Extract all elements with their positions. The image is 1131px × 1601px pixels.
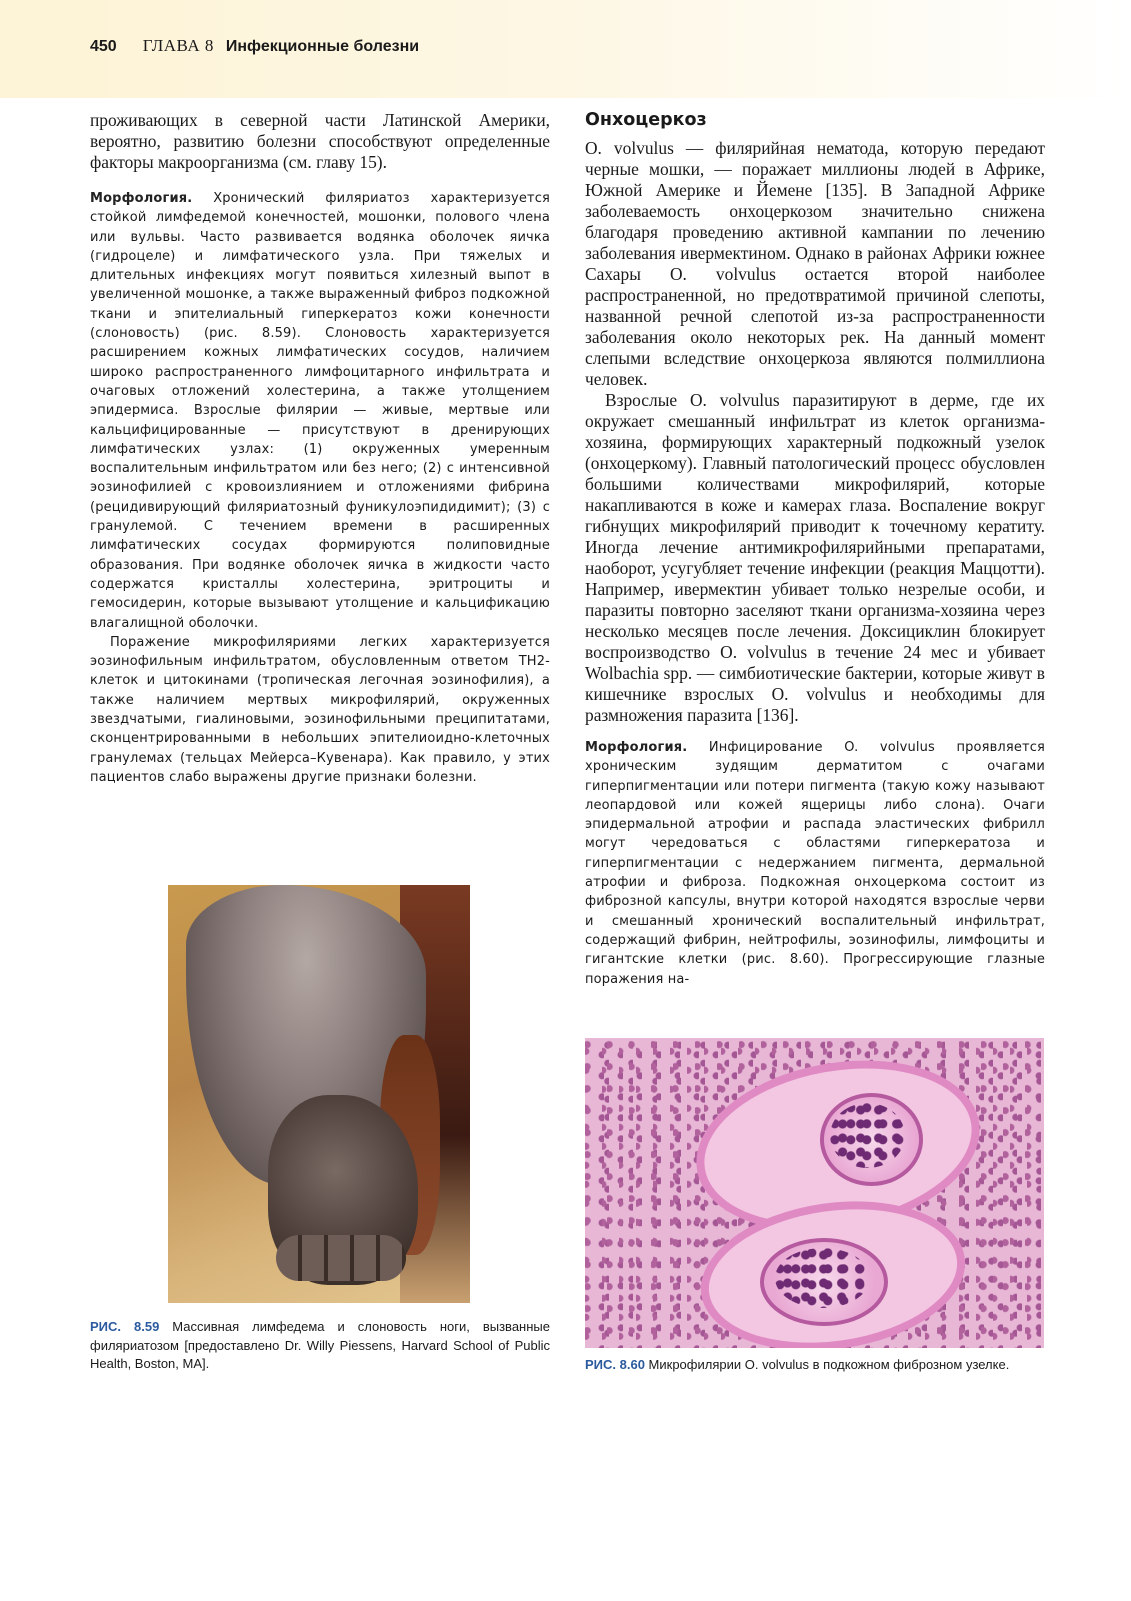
figure-label: РИС. 8.60 bbox=[585, 1357, 645, 1372]
figure-caption-8-60 bbox=[585, 1356, 1045, 1375]
running-head bbox=[90, 36, 419, 56]
morphology-text: Хронический филяриатоз характеризуется стойкой лимфедемой конечностей, мошонки, полового члена или вульвы. Часто развивается водянка оболочек яичка (гидроцеле) и лимфатического узла. При тяжелых и длительных инфекциях могут появиться хилезный выпот в увеличенной мошонке, а также выраженный фиброз подкожной ткани и эпителиальный гиперкератоз кожи конечности (слоновость) (рис. 8.59). Слоновость характеризуется расширением кожных лимфатических сосудов, наличием широко распространенного лимфоцитарного инфильтрата и очаговых отложений холестерина, а также утолщением эпидермиса. Взрослые филярии — живые, мертвые или кальцифицированные — присутствуют в дренирующих лимфатических узлах: (1) окруженных умеренным воспалительным инфильтратом или без него; (2) с интенсивной эозинофилией с кровоизлиянием и отложениями фибрина (рецидивирующий филяриатозный фуникулоэпидидимит); (3) с гранулемой. С течением времени в расширенных лимфатических сосудах формируются полиповидные образования. При водянке оболочек яичка в жидкости часто содержатся кристаллы холестерина, эритроциты и гемосидерин, которые вызывают утолщение и кальцификацию влагалищной оболочки. bbox=[90, 191, 550, 631]
figure-caption-text: Массивная лимфедема и слоновость ноги, вызванные филяриатозом [предоставлено Dr. Willy Piessens, Harvard School of Public Health, Boston, MA]. bbox=[90, 1319, 550, 1371]
right-paragraph-1: O. volvulus — филярийная нематода, которую передают черные мошки, — поражает миллионы людей в Африке, Южной Америке и Йемене [135]. В Западной Африке заболеваемость онхоцеркозом значительно снижена благодаря проведению активной кампании по лечению заболевания ивермектином. Однако в районах Африки южнее Сахары O. volvulus остается второй наиболее распространенной, но предотвратимой причиной слепоты, названной речной слепотой из-за распространенности заболевания около некоторых рек. На данный момент слепыми вследствие онхоцеркоза являются полмиллиона человек. bbox=[585, 138, 1045, 389]
left-paragraph-3: Поражение микрофиляриями легких характеризуется эозинофильным инфильтратом, обусловленным ответом TH2-клеток и цитокинами (тропическая легочная эозинофилия), а также наличием мертвых микрофилярий, окруженных звездчатыми, гиалиновыми, эозинофильными преципитатами, сконцентрированными в небольших эпителиоидно-клеточных гранулемах (тельцах Мейерса–Кувенара). Как правило, у этих пациентов слабо выражены другие признаки болезни. bbox=[90, 634, 550, 785]
right-morphology-block bbox=[585, 738, 1045, 989]
left-column bbox=[90, 110, 550, 787]
histology-micrograph bbox=[585, 1038, 1044, 1348]
left-paragraph-1: проживающих в северной части Латинской Америки, вероятно, развитию болезни способствуют определенные факторы макроорганизма (см. главу 15). bbox=[90, 110, 550, 172]
figure-label: РИС. 8.59 bbox=[90, 1319, 160, 1334]
morphology-lead: Морфология. bbox=[585, 740, 688, 755]
figure-caption-text: Микрофилярии O. volvulus в подкожном фиброзном узелке. bbox=[644, 1357, 1010, 1372]
right-column bbox=[585, 110, 1045, 989]
right-paragraph-2: Взрослые O. volvulus паразитируют в дерме, где их окружает смешанный инфильтрат из клеток организма-хозяина, формирующих характерный подкожный узелок (онхоцеркому). Главный патологический процесс обусловлен большими количествами микрофилярий, которые накапливаются в коже и камерах глаза. Воспаление вокруг гибнущих микрофилярий приводит к точечному кератиту. Иногда лечение антимикрофилярийными препаратами, наоборот, усугубляет течение инфекции (реакция Маццотти). Например, ивермектин убивает только незрелые особи, и паразиты повторно заселяют ткани организма-хозяина через несколько месяцев после лечения. Доксициклин блокирует воспроизводство O. volvulus в течение 24 мес и убивает Wolbachia spp. — симбиотические бактерии, которые живут в кишечнике взрослых O. volvulus и необходимы для размножения паразита [136]. bbox=[585, 390, 1045, 725]
chapter-title: Инфекционные болезни bbox=[225, 38, 420, 55]
figure-caption-8-59 bbox=[90, 1318, 550, 1374]
leg-elephantiasis-photo bbox=[168, 885, 470, 1303]
left-morphology-block bbox=[90, 189, 550, 633]
section-title: Онхоцеркоз bbox=[585, 110, 707, 130]
page-header bbox=[0, 0, 1131, 98]
page-number: 450 bbox=[90, 38, 117, 55]
morphology-lead: Морфология. bbox=[90, 191, 193, 206]
morphology-text: Инфицирование O. volvulus проявляется хроническим зудящим дерматитом с очагами гиперпигментации или потери пигмента (такую кожу называют леопардовой или кожей ящерицы либо слона). Очаги эпидермальной атрофии и распада эластических фибрилл могут чередоваться с областями гиперкератоза и гиперпигментации с недержанием пигмента, дермальной атрофии и фиброза. Подкожная онхоцеркома состоит из фиброзной капсулы, внутри которой находятся взрослые черви и смешанный хронический воспалительный инфильтрат, содержащий фибрин, нейтрофилы, эозинофилы, лимфоциты и гигантские клетки (рис. 8.60). Прогрессирующие глазные поражения на- bbox=[585, 740, 1045, 987]
chapter-label: ГЛАВА 8 bbox=[142, 36, 214, 55]
